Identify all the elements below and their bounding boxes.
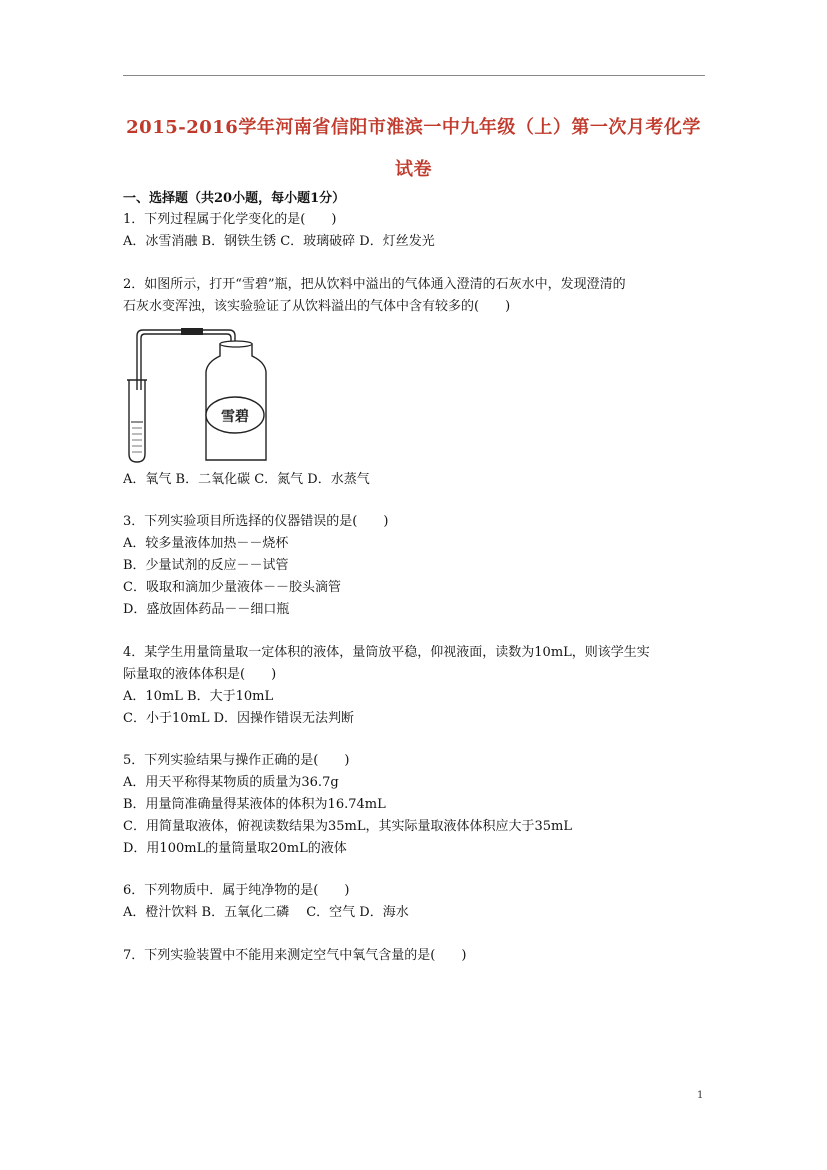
section-heading: 一、选择题（共20小题，每小题1分）	[123, 191, 346, 206]
test-tube-icon	[129, 380, 145, 462]
q2-figure	[123, 322, 273, 464]
q3-option-d: D．盛放固体药品－－细口瓶	[123, 602, 290, 617]
rubber-connector-icon	[181, 328, 203, 335]
q4-options-line2: C．小于10mL D．因操作错误无法判断	[123, 711, 355, 726]
q3-stem: 3．下列实验项目所选择的仪器错误的是( )	[123, 514, 389, 529]
q1-stem: 1．下列过程属于化学变化的是( )	[123, 212, 337, 227]
bottle-label-text: 雪碧	[221, 409, 249, 425]
q5-stem: 5．下列实验结果与操作正确的是( )	[123, 753, 350, 768]
header-rule	[123, 75, 705, 76]
q5-option-c: C．用简量取液体，俯视读数结果为35mL，其实际量取液体体积应大于35mL	[123, 819, 572, 834]
q1-options: A．冰雪消融 B．钢铁生锈 C．玻璃破碎 D．灯丝发光	[123, 234, 435, 249]
q3-option-b: B．少量试剂的反应－－试管	[123, 558, 289, 573]
q4-stem-line2: 际量取的液体体积是( )	[123, 667, 277, 682]
q4-stem-line1: 4．某学生用量筒量取一定体积的液体，量筒放平稳，仰视液面，读数为10mL，则该学生实	[123, 645, 650, 660]
doc-title-line1: 2015-2016学年河南省信阳市淮滨一中九年级（上）第一次月考化学	[126, 117, 701, 138]
q2-options: A．氧气 B．二氧化碳 C．氮气 D．水蒸气	[123, 472, 370, 487]
q6-options: A．橙汁饮料 B．五氧化二磷 C．空气 D．海水	[123, 905, 409, 920]
q2-stem-line1: 2．如图所示，打开“雪碧”瓶，把从饮料中溢出的气体通入澄清的石灰水中，发现澄清的	[123, 277, 626, 292]
q5-option-a: A．用天平称得某物质的质量为36.7g	[123, 775, 339, 790]
q7-stem: 7．下列实验装置中不能用来测定空气中氧气含量的是( )	[123, 948, 467, 963]
doc-title-line2: 试卷	[395, 159, 432, 180]
q5-option-b: B．用量筒准确量得某液体的体积为16.74mL	[123, 797, 386, 812]
q3-option-a: A．较多量液体加热－－烧杯	[123, 536, 289, 551]
page-number: 1	[697, 1090, 704, 1101]
q4-options-line1: A．10mL B．大于10mL	[123, 689, 274, 704]
sprite-bottle-apparatus-illustration	[123, 322, 273, 464]
q5-option-d: D．用100mL的量筒量取20mL的液体	[123, 841, 347, 856]
q2-stem-line2: 石灰水变浑浊，该实验验证了从饮料溢出的气体中含有较多的( )	[123, 299, 511, 314]
q6-stem: 6．下列物质中．属于纯净物的是( )	[123, 883, 350, 898]
q3-option-c: C．吸取和滴加少量液体－－胶头滴管	[123, 580, 341, 595]
